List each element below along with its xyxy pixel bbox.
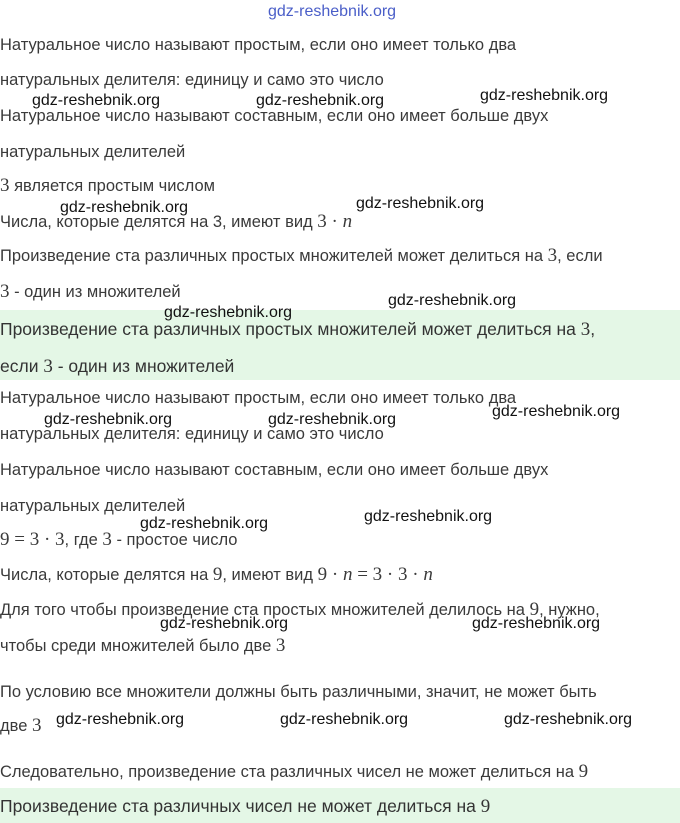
watermark: gdz-reshebnik.org (364, 508, 493, 525)
math-expression: 9 · (317, 564, 343, 585)
watermark: gdz-reshebnik.org (32, 92, 161, 109)
math-number: 9 (529, 599, 540, 620)
watermark: gdz-reshebnik.org (492, 403, 621, 420)
watermark: gdz-reshebnik.org (356, 195, 485, 212)
watermark: gdz-reshebnik.org (268, 3, 397, 20)
watermark: gdz-reshebnik.org (388, 292, 517, 309)
text-line (0, 762, 588, 782)
watermark: gdz-reshebnik.org (504, 711, 633, 728)
text-line: По условию все множители должны быть различными, значит, не может быть (0, 683, 597, 701)
text-fragment: Произведение ста различных простых множителей может делиться на (0, 319, 581, 339)
text-fragment: - один из множителей (52, 356, 235, 376)
answer-line (0, 319, 595, 340)
text-line (0, 716, 41, 736)
math-number: 3 (102, 529, 112, 550)
math-number: 3 (580, 319, 591, 340)
text-line (0, 246, 603, 266)
text-fragment: Числа, которые делятся на (0, 566, 213, 584)
text-line: Натуральное число называют простым, если оно имеет только два (0, 36, 517, 54)
watermark: gdz-reshebnik.org (280, 711, 409, 728)
answer-line (0, 356, 234, 377)
text-fragment: , нужно, (539, 601, 600, 619)
math-number: 3 (275, 635, 286, 656)
math-expression: 3 · (317, 211, 343, 232)
math-expression: 9 = 3 · 3 (0, 529, 65, 550)
text-fragment: если (0, 356, 44, 376)
watermark: gdz-reshebnik.org (480, 87, 609, 104)
text-line: натуральных делителей (0, 143, 186, 161)
watermark: gdz-reshebnik.org (56, 711, 185, 728)
text-fragment: , имеют вид (222, 566, 318, 584)
math-number: 9 (480, 796, 491, 817)
text-fragment: - простое число (111, 531, 238, 549)
watermark: gdz-reshebnik.org (472, 615, 601, 632)
math-number: 3 (43, 356, 53, 377)
math-number: 3 (0, 281, 10, 302)
text-fragment: чтобы среди множителей было две (0, 637, 276, 655)
watermark: gdz-reshebnik.org (160, 615, 289, 632)
text-line (0, 282, 181, 302)
text-line: Натуральное число называют составным, если оно имеет больше двух (0, 461, 549, 479)
math-number: 9 (578, 761, 589, 782)
text-line: натуральных делителей (0, 497, 186, 515)
text-fragment: - один из множителей (9, 283, 181, 301)
text-fragment: Для того чтобы произведение ста простых множителей делилось на (0, 601, 530, 619)
text-fragment: является простым числом (9, 177, 216, 195)
text-fragment: Следовательно, произведение ста различных чисел не может делиться на (0, 763, 579, 781)
text-fragment: , где (64, 531, 103, 549)
text-fragment: Произведение ста различных простых множителей может делиться на (0, 247, 548, 265)
math-variable: n (342, 564, 353, 585)
text-line: Натуральное число называют составным, если оно имеет больше двух (0, 107, 549, 125)
answer-line (0, 796, 490, 817)
text-line (0, 565, 433, 585)
math-variable: n (342, 211, 353, 232)
text-fragment: Числа, которые делятся на 3, имеют вид (0, 213, 318, 231)
text-line (0, 636, 285, 656)
math-number: 3 (547, 245, 558, 266)
watermark: gdz-reshebnik.org (44, 411, 173, 428)
text-line: натуральных делителя: единицу и само это число (0, 71, 384, 89)
text-fragment: , (590, 319, 596, 339)
watermark: gdz-reshebnik.org (256, 92, 385, 109)
text-fragment: Произведение ста различных чисел не может делиться на (0, 796, 481, 816)
watermark: gdz-reshebnik.org (140, 515, 269, 532)
text-line (0, 530, 237, 550)
text-fragment: две (0, 717, 32, 735)
watermark: gdz-reshebnik.org (164, 304, 293, 321)
math-number: 9 (212, 564, 223, 585)
math-number: 3 (31, 715, 42, 736)
text-line: натуральных делителя: единицу и само это число (0, 425, 384, 443)
text-line (0, 176, 215, 196)
math-expression: = 3 · 3 · (352, 564, 424, 585)
watermark: gdz-reshebnik.org (60, 199, 189, 216)
text-line: Натуральное число называют простым, если оно имеет только два (0, 389, 517, 407)
math-variable: n (423, 564, 433, 585)
text-fragment: , если (557, 247, 603, 265)
watermark: gdz-reshebnik.org (268, 411, 397, 428)
math-number: 3 (0, 175, 10, 196)
